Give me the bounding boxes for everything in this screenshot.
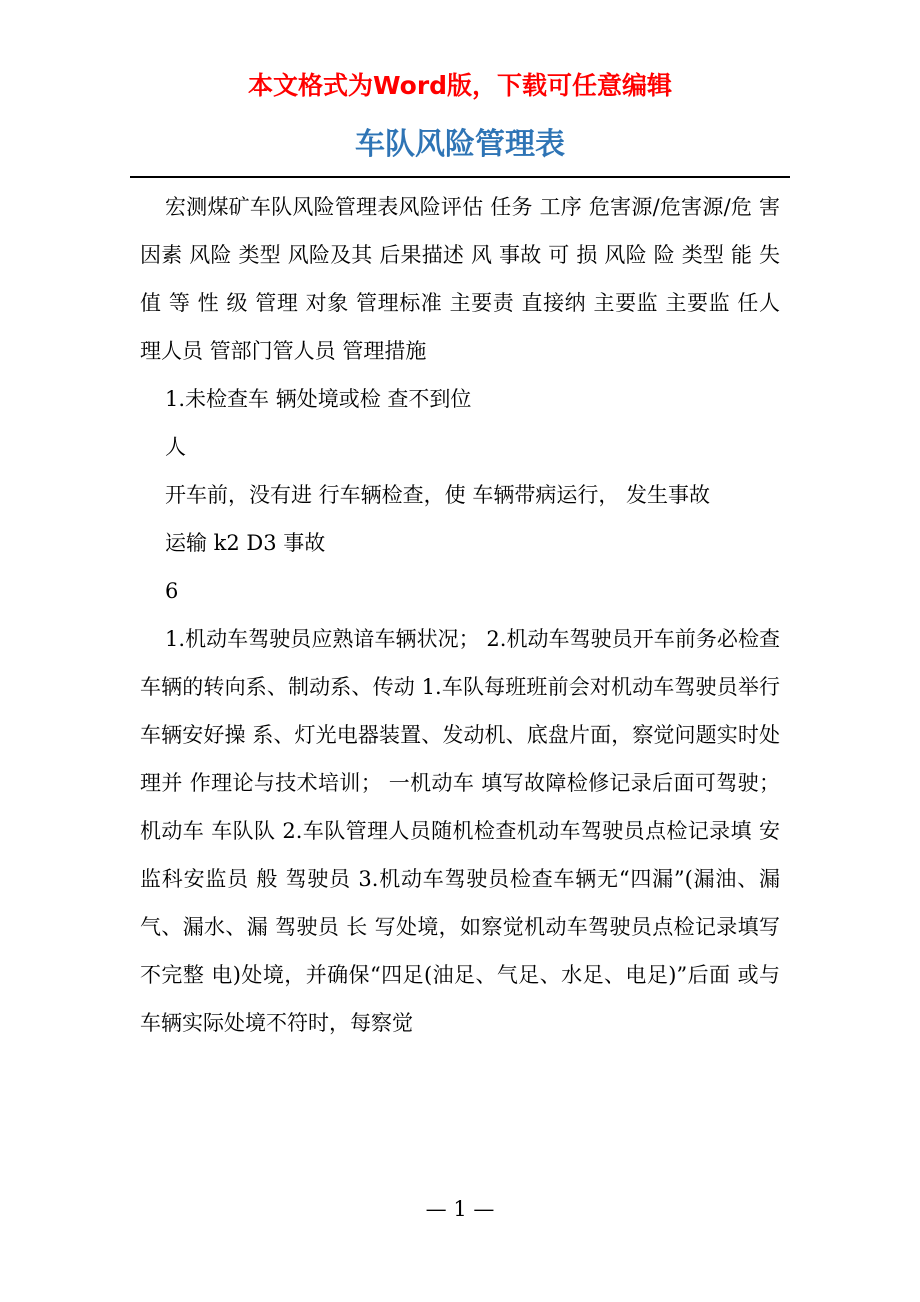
page-number: — 1 — (425, 1197, 495, 1221)
document-title: 车队风险管理表 (355, 127, 565, 162)
paragraph-hazard-factor: 人 (165, 435, 186, 459)
paragraph-hazard-source: 1.未检查车 辆处境或检 查不到位 (165, 387, 472, 411)
title-divider (130, 176, 790, 178)
paragraph-management-measures: 1.机动车驾驶员应熟谙车辆状况； 2.机动车驾驶员开车前务必检查车辆的转向系、制动系、传动 1.车队每班班前会对机动车驾驶员举行车辆安好操 系、灯光电器装置、发动机、底盘片面，察觉问题实时处理并 作理论与技术培训； 一机动车 填写故障检修记录后面可驾驶； 机动车 车队队 2.车队管理人员随机检查机动车驾驶员点检记录填 安监科安监员 般 驾驶员 3.机动车驾驶员检查车辆无“四漏”(漏油、漏气、漏水、漏 驾驶员 长 写处境，如察觉机动车驾驶员点检记录填写不完整 电)处境，并确保“四足(油足、气足、水足、电足)”后面 或与车辆实际处境不符时，每察觉 (140, 627, 780, 1035)
paragraph-risk-table-header: 宏测煤矿车队风险管理表风险评估 任务 工序 危害源/危害源/危 害因素 风险 类型 风险及其 后果描述 风 事故 可 损 风险 险 类型 能 失 值 等 性 级 管理 对象 管理标准 主要责 直接纳 主要监 主要监 任人 理人员 管部门管人员 管理措施 (140, 195, 780, 363)
paragraph-risk-value: 6 (165, 579, 179, 603)
paragraph-consequence: 开车前，没有进 行车辆检查，使 车辆带病运行， 发生事故 (165, 483, 711, 507)
format-notice-banner: 本文格式为Word版，下载可任意编辑 (247, 71, 673, 100)
document-body (140, 183, 780, 1047)
paragraph-risk-type: 运输 k2 D3 事故 (165, 531, 326, 555)
